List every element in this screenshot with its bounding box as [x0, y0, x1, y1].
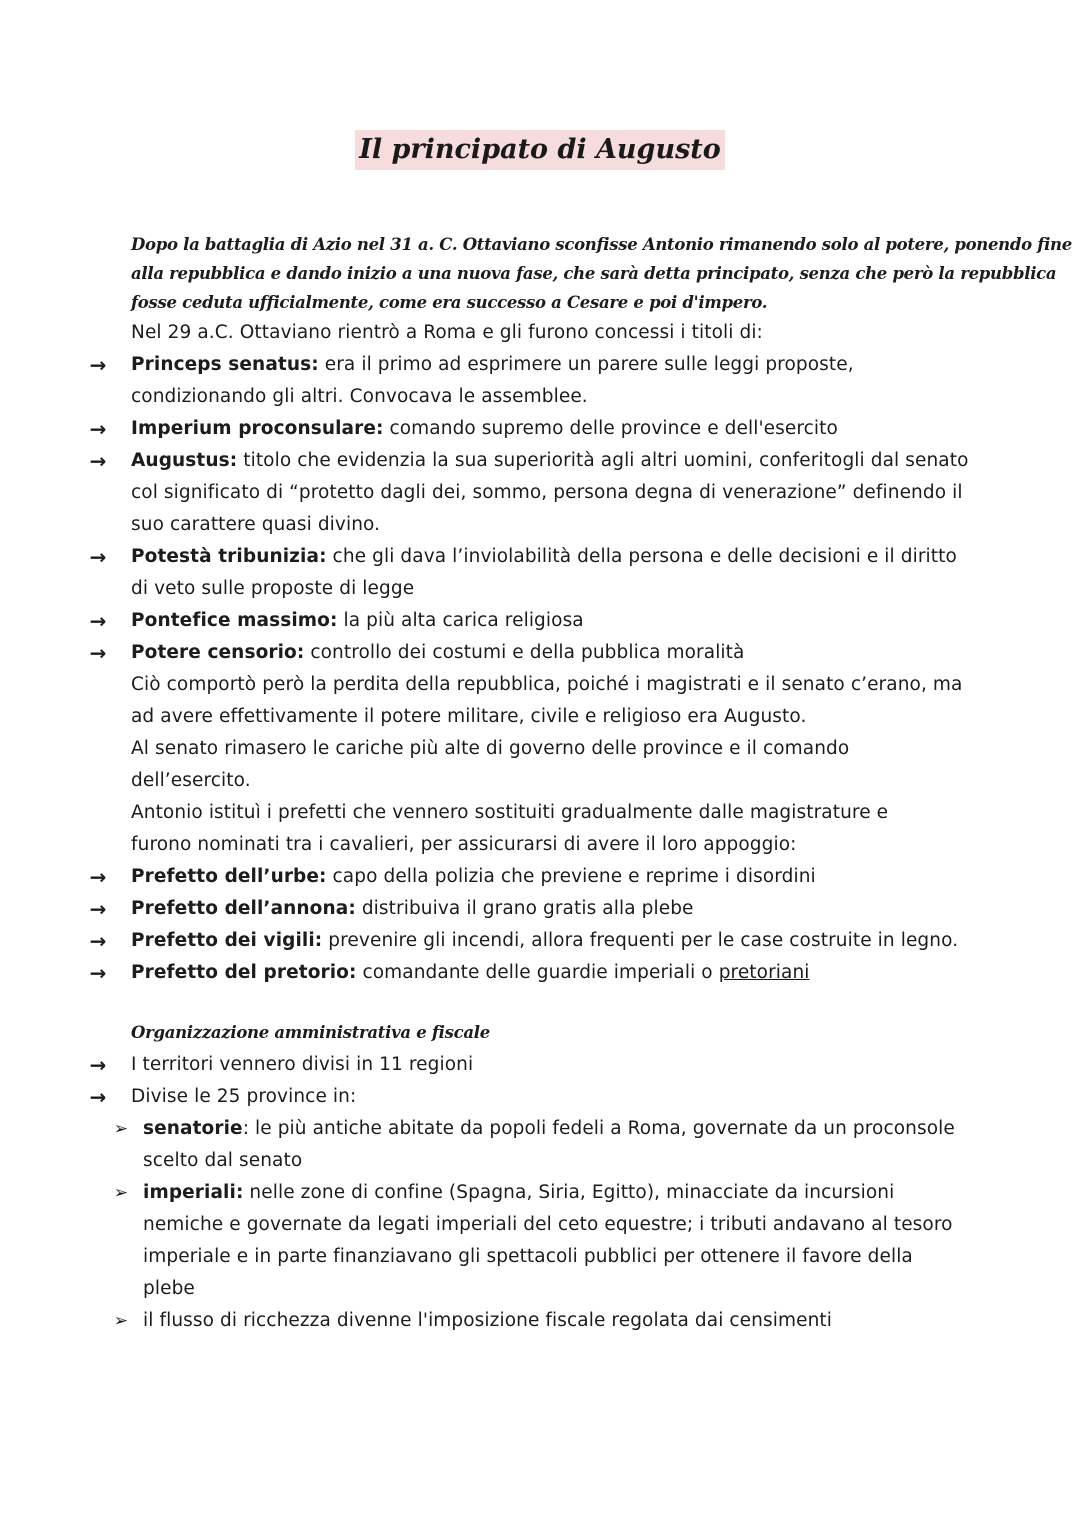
arrow-icon: →	[89, 641, 107, 665]
paragraph-line-2: ad avere effettivamente il potere militare, civile e religioso era Augusto.	[131, 706, 807, 727]
list-item-continuation: suo carattere quasi divino.	[131, 514, 381, 535]
definition: capo della polizia che previene e reprime i disordini	[326, 866, 816, 887]
list-item-province	[0, 1081, 1080, 1113]
item-text: il flusso di ricchezza divenne l'imposizione fiscale regolata dai censimenti	[143, 1310, 832, 1331]
list-item-prefetto-annona	[0, 893, 1080, 925]
triangle-bullet-icon: ➢	[113, 1183, 129, 1203]
list-item-princeps	[0, 349, 1080, 381]
list-item-censorio	[0, 637, 1080, 669]
intro-line-3: fosse ceduta ufficialmente, come era successo a Cesare e poi d'impero.	[131, 293, 768, 312]
paragraph-line-3: Al senato rimasero le cariche più alte di governo delle province e il comando	[131, 738, 850, 759]
sub-item-imperiali	[0, 1177, 1080, 1209]
term: Augustus:	[131, 450, 238, 471]
term: senatorie	[143, 1118, 243, 1139]
list-item-potesta	[0, 541, 1080, 573]
term: Prefetto dell’urbe:	[131, 866, 327, 887]
definition: la più alta carica religiosa	[337, 610, 584, 631]
page-title: Il principato di Augusto	[355, 130, 725, 170]
list-item-prefetto-vigili	[0, 925, 1080, 957]
sub-item-continuation: plebe	[143, 1278, 195, 1299]
definition: nelle zone di confine (Spagna, Siria, Egitto), minacciate da incursioni	[243, 1182, 895, 1203]
arrow-icon: →	[89, 609, 107, 633]
triangle-bullet-icon: ➢	[113, 1119, 129, 1139]
item-text: I territori vennero divisi in 11 regioni	[131, 1054, 474, 1075]
document-body	[0, 230, 1080, 1337]
term: imperiali:	[143, 1182, 244, 1203]
arrow-icon: →	[89, 1085, 107, 1109]
term: Potestà tribunizia:	[131, 546, 327, 567]
arrow-icon: →	[89, 865, 107, 889]
definition: era il primo ad esprimere un parere sulle leggi proposte,	[318, 354, 854, 375]
sub-item-continuation: imperiale e in parte finanziavano gli spettacoli pubblici per ottenere il favore della	[143, 1246, 913, 1267]
sub-item-senatorie	[0, 1113, 1080, 1145]
item-text: Divise le 25 province in:	[131, 1086, 357, 1107]
list-item-imperium	[0, 413, 1080, 445]
definition: prevenire gli incendi, allora frequenti per le case costruite in legno.	[322, 930, 959, 951]
list-item-regioni	[0, 1049, 1080, 1081]
arrow-icon: →	[89, 417, 107, 441]
arrow-icon: →	[89, 449, 107, 473]
term: Potere censorio:	[131, 642, 305, 663]
intro-line-1: Dopo la battaglia di Azio nel 31 a. C. Ottaviano sconfisse Antonio rimanendo solo al potere, ponendo fine	[131, 235, 1072, 254]
term: Prefetto del pretorio:	[131, 962, 357, 983]
term: Pontefice massimo:	[131, 610, 338, 631]
arrow-icon: →	[89, 545, 107, 569]
sub-item-continuation: nemiche e governate da legati imperiali del ceto equestre; i tributi andavano al tesoro	[143, 1214, 953, 1235]
definition: che gli dava l’inviolabilità della persona e delle decisioni e il diritto	[326, 546, 957, 567]
list-item-continuation: di veto sulle proposte di legge	[131, 578, 415, 599]
term: Prefetto dell’annona:	[131, 898, 356, 919]
sub-item-flusso	[0, 1305, 1080, 1337]
definition: distribuiva il grano gratis alla plebe	[355, 898, 694, 919]
term: Imperium proconsulare:	[131, 418, 384, 439]
intro-line-2: alla repubblica e dando inizio a una nuova fase, che sarà detta principato, senza che però la repubblica	[131, 264, 1057, 283]
definition: controllo dei costumi e della pubblica moralità	[304, 642, 745, 663]
arrow-icon: →	[89, 353, 107, 377]
paragraph-line-5: Antonio istituì i prefetti che vennero sostituiti gradualmente dalle magistrature e	[131, 802, 889, 823]
title-container	[0, 130, 1080, 170]
list-item-pontefice	[0, 605, 1080, 637]
paragraph-line-4: dell’esercito.	[131, 770, 251, 791]
paragraph-line-6: furono nominati tra i cavalieri, per assicurarsi di avere il loro appoggio:	[131, 834, 797, 855]
definition: titolo che evidenzia la sua superiorità agli altri uomini, conferitogli dal senato	[237, 450, 969, 471]
term: Prefetto dei vigili:	[131, 930, 323, 951]
list-item-continuation: col significato di “protetto dagli dei, sommo, persona degna di venerazione” definendo il	[131, 482, 963, 503]
titles-intro-line: Nel 29 a.C. Ottaviano rientrò a Roma e gli furono concessi i titoli di:	[131, 322, 763, 343]
arrow-icon: →	[89, 897, 107, 921]
arrow-icon: →	[89, 961, 107, 985]
arrow-icon: →	[89, 1053, 107, 1077]
underlined-word: pretoriani	[718, 962, 810, 983]
definition: comando supremo delle province e dell'esercito	[383, 418, 838, 439]
list-item-augustus	[0, 445, 1080, 477]
triangle-bullet-icon: ➢	[113, 1311, 129, 1331]
paragraph-line-1: Ciò comportò però la perdita della repubblica, poiché i magistrati e il senato c’erano, ma	[131, 674, 963, 695]
list-item-continuation: condizionando gli altri. Convocava le assemblee.	[131, 386, 588, 407]
definition: : le più antiche abitate da popoli fedeli a Roma, governate da un proconsole	[242, 1118, 955, 1139]
arrow-icon: →	[89, 929, 107, 953]
list-item-prefetto-urbe	[0, 861, 1080, 893]
sub-item-continuation: scelto dal senato	[143, 1150, 303, 1171]
definition: comandante delle guardie imperiali o	[356, 962, 719, 983]
term: Princeps senatus:	[131, 354, 319, 375]
list-item-prefetto-pretorio	[0, 957, 1080, 989]
section-heading: Organizzazione amministrativa e fiscale	[131, 1023, 490, 1042]
section-gap	[0, 989, 1080, 1017]
